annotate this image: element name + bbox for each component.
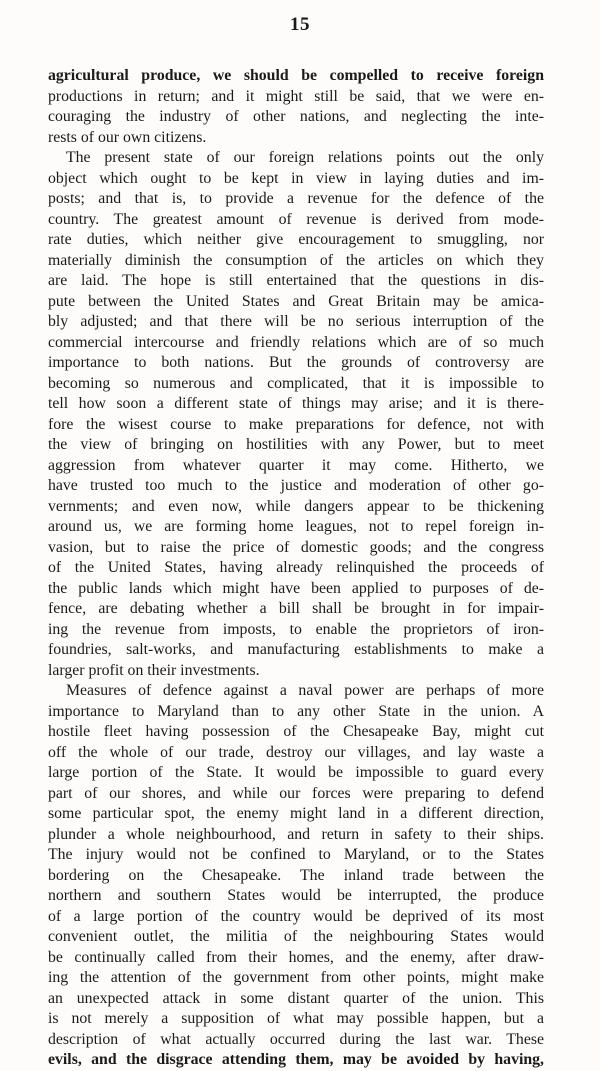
paragraph-start-line: The present state of our foreign relations points out the only <box>66 149 544 166</box>
text-line: have trusted too much to the justice and moderation of other go- <box>48 477 544 494</box>
text-line: the public lands which might have been applied to purposes of de- <box>48 579 544 597</box>
text-line: vasion, but to raise the price of domestic goods; and the congress <box>48 538 544 556</box>
text-line: bly adjusted; and that there will be no serious interruption of the <box>48 313 544 330</box>
text-line: of the United States, having already relinquished the proceeds of <box>48 559 544 576</box>
text-line: off the whole of our trade, destroy our villages, and lay waste a <box>48 743 544 761</box>
text-line: plunder a whole neighbourhood, and return in safety to their ships. <box>48 825 544 843</box>
text-line: The injury would not be confined to Maryland, or to the States <box>48 846 544 863</box>
text-line: couraging the industry of other nations, and neglecting the inte- <box>48 108 544 125</box>
text-line: large portion of the State. It would be impossible to guard every <box>48 764 544 781</box>
text-line: aggression from whatever quarter it may come. Hitherto, we <box>48 456 544 474</box>
text-line: be continually called from their homes, and the enemy, after draw- <box>48 948 544 966</box>
text-line: rests of our own citizens. <box>48 128 207 146</box>
text-line: importance to Maryland than to any other State in the union. A <box>48 702 544 720</box>
page-number: 15 <box>290 14 310 35</box>
text-line: tell how soon a different state of things may arise; and it is there- <box>48 395 544 412</box>
text-line: description of what actually occurred during the last war. These <box>48 1030 544 1048</box>
text-line: foundries, salt-works, and manufacturing establishments to make a <box>48 641 544 658</box>
text-line: rate duties, which neither give encouragement to smuggling, nor <box>48 231 544 248</box>
text-line: larger profit on their investments. <box>48 661 260 679</box>
text-line: materially diminish the consumption of the articles on which they <box>48 251 544 269</box>
text-line: productions in return; and it might still be said, that we were en- <box>48 87 544 105</box>
text-line: country. The greatest amount of revenue is derived from mode- <box>48 210 544 228</box>
text-line: fore the wisest course to make preparations for defence, not with <box>48 415 544 433</box>
text-line: evils, and the disgrace attending them, may be avoided by having, <box>48 1051 544 1068</box>
text-line: bordering on the Chesapeake. The inland trade between the <box>48 866 544 884</box>
text-line: pute between the United States and Great Britain may be amica- <box>48 292 544 310</box>
text-line: some particular spot, the enemy might land in a different direction, <box>48 805 544 822</box>
text-line: fence, are debating whether a bill shall be brought in for impair- <box>48 600 544 617</box>
text-line: agricultural produce, we should be compelled to receive foreign <box>48 67 544 84</box>
text-line: commercial intercourse and friendly relations which are of so much <box>48 333 544 351</box>
text-line: posts; and that is, to provide a revenue for the defence of the <box>48 190 544 207</box>
text-line: hostile fleet having possession of the Chesapeake Bay, might cut <box>48 723 544 740</box>
text-line: vernments; and even now, while dangers appear to be thickening <box>48 497 544 515</box>
text-line: is not merely a supposition of what may possible happen, but a <box>48 1010 544 1027</box>
body-text <box>48 66 544 1071</box>
text-line: around us, we are forming home leagues, not to repel foreign in- <box>48 518 544 535</box>
text-line: object which ought to be kept in view in laying duties and im- <box>48 169 544 187</box>
text-line: of a large portion of the country would be deprived of its most <box>48 907 544 925</box>
text-line: are laid. The hope is still entertained that the questions in dis- <box>48 272 544 289</box>
text-line: importance to both nations. But the grounds of controversy are <box>48 354 544 371</box>
text-line: northern and southern States would be interrupted, the produce <box>48 887 544 904</box>
text-line: becoming so numerous and complicated, that it is impossible to <box>48 374 544 392</box>
text-line: convenient outlet, the militia of the neighbouring States would <box>48 928 544 945</box>
text-line: ing the attention of the government from other points, might make <box>48 969 544 986</box>
text-line: an unexpected attack in some distant quarter of the union. This <box>48 989 544 1007</box>
text-line: the view of bringing on hostilities with any Power, but to meet <box>48 436 544 453</box>
text-line: part of our shores, and while our forces were preparing to defend <box>48 784 544 802</box>
paragraph-start-line: Measures of defence against a naval power are perhaps of more <box>66 682 544 699</box>
text-line: ing the revenue from imposts, to enable the proprietors of iron- <box>48 620 544 638</box>
